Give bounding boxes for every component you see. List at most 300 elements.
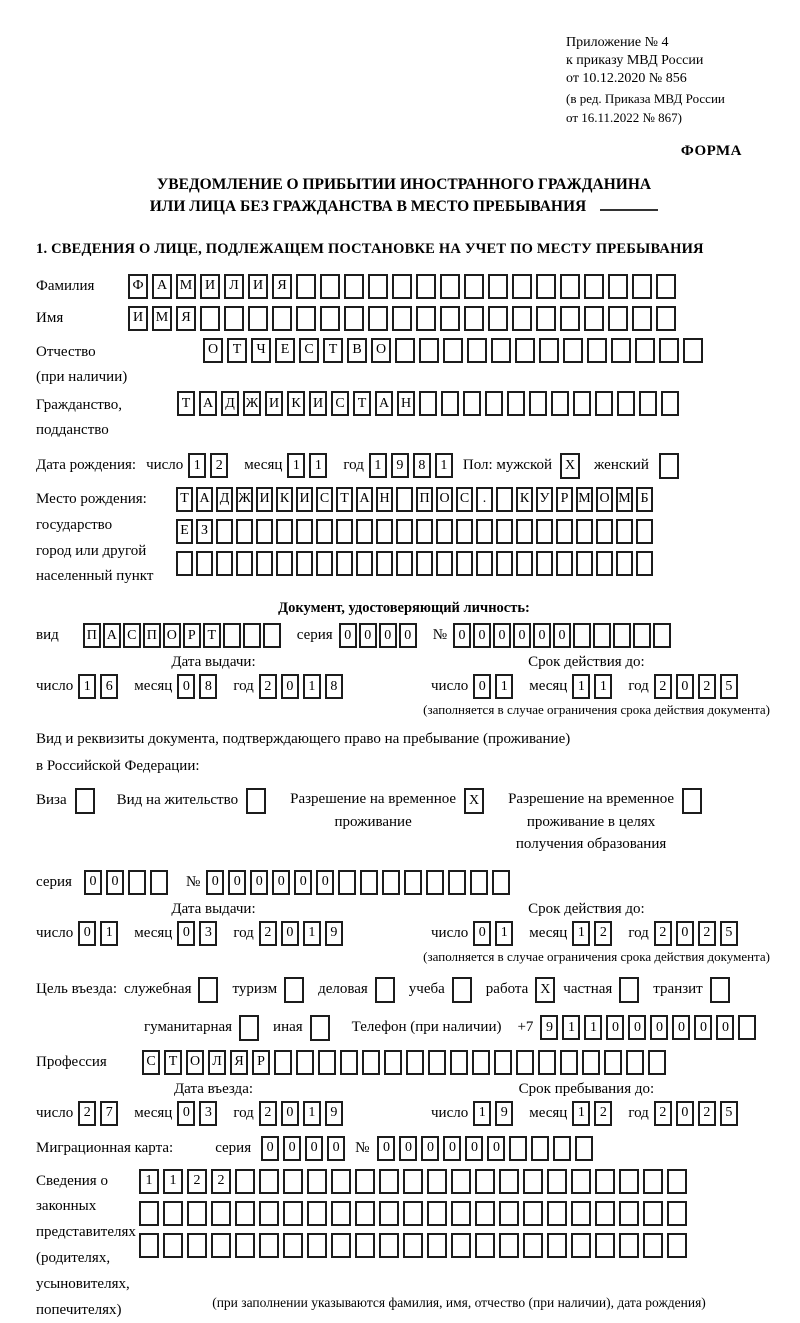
char-box[interactable]	[560, 274, 580, 299]
char-box[interactable]: Р	[183, 623, 201, 648]
char-box[interactable]: 0	[694, 1015, 712, 1040]
char-box[interactable]: 3	[199, 921, 217, 946]
char-box[interactable]	[551, 391, 569, 416]
char-box[interactable]	[494, 1050, 512, 1075]
char-box[interactable]	[573, 623, 591, 648]
char-box[interactable]	[419, 338, 439, 363]
char-box[interactable]: 9	[325, 921, 343, 946]
char-box[interactable]: У	[536, 487, 553, 512]
char-box[interactable]	[331, 1233, 351, 1258]
char-box[interactable]	[259, 1233, 279, 1258]
char-box[interactable]	[283, 1201, 303, 1226]
char-box[interactable]	[595, 1233, 615, 1258]
char-box[interactable]: 0	[493, 623, 511, 648]
char-box[interactable]: Д	[221, 391, 239, 416]
char-box[interactable]	[128, 870, 146, 895]
char-box[interactable]	[560, 1050, 578, 1075]
char-box[interactable]: 2	[698, 1101, 716, 1126]
char-box[interactable]: Т	[323, 338, 343, 363]
char-box[interactable]: И	[128, 306, 148, 331]
sex-female-checkbox[interactable]	[659, 453, 679, 479]
char-box[interactable]	[667, 1233, 687, 1258]
char-box[interactable]: Ф	[128, 274, 148, 299]
char-box[interactable]: 1	[369, 453, 387, 478]
char-box[interactable]: П	[416, 487, 433, 512]
char-box[interactable]	[200, 306, 220, 331]
char-box[interactable]	[236, 519, 253, 544]
residence-permit-checkbox[interactable]	[246, 788, 266, 814]
char-box[interactable]	[235, 1169, 255, 1194]
char-box[interactable]	[667, 1201, 687, 1226]
char-box[interactable]	[632, 306, 652, 331]
char-box[interactable]: 2	[211, 1169, 231, 1194]
char-box[interactable]	[496, 487, 513, 512]
char-box[interactable]	[556, 551, 573, 576]
char-box[interactable]: Я	[230, 1050, 248, 1075]
char-box[interactable]: 0	[316, 870, 334, 895]
char-box[interactable]: 0	[177, 1101, 195, 1126]
char-box[interactable]: 1	[473, 1101, 491, 1126]
char-box[interactable]	[331, 1169, 351, 1194]
char-box[interactable]	[216, 519, 233, 544]
char-box[interactable]	[456, 551, 473, 576]
temp-residence-education-checkbox[interactable]	[682, 788, 702, 814]
char-box[interactable]: В	[347, 338, 367, 363]
char-box[interactable]	[576, 551, 593, 576]
char-box[interactable]	[274, 1050, 292, 1075]
char-box[interactable]	[176, 551, 193, 576]
char-box[interactable]	[307, 1233, 327, 1258]
char-box[interactable]: 1	[572, 674, 590, 699]
char-box[interactable]	[515, 338, 535, 363]
char-box[interactable]: 0	[359, 623, 377, 648]
char-box[interactable]: 1	[303, 1101, 321, 1126]
char-box[interactable]	[656, 306, 676, 331]
char-box[interactable]: 2	[594, 1101, 612, 1126]
char-box[interactable]: 0	[453, 623, 471, 648]
char-box[interactable]: О	[371, 338, 391, 363]
char-box[interactable]: А	[356, 487, 373, 512]
char-box[interactable]: И	[256, 487, 273, 512]
char-box[interactable]	[440, 274, 460, 299]
char-box[interactable]: 1	[139, 1169, 159, 1194]
char-box[interactable]: 2	[210, 453, 228, 478]
char-box[interactable]	[538, 1050, 556, 1075]
char-box[interactable]	[451, 1169, 471, 1194]
char-box[interactable]: 0	[553, 623, 571, 648]
char-box[interactable]	[256, 519, 273, 544]
char-box[interactable]: М	[152, 306, 172, 331]
char-box[interactable]	[384, 1050, 402, 1075]
char-box[interactable]: 1	[594, 674, 612, 699]
char-box[interactable]	[379, 1169, 399, 1194]
char-box[interactable]	[587, 338, 607, 363]
char-box[interactable]	[575, 1136, 593, 1161]
char-box[interactable]	[632, 274, 652, 299]
char-box[interactable]: 1	[495, 921, 513, 946]
char-box[interactable]	[539, 338, 559, 363]
char-box[interactable]: Т	[336, 487, 353, 512]
char-box[interactable]	[516, 551, 533, 576]
char-box[interactable]	[440, 306, 460, 331]
char-box[interactable]: 0	[177, 921, 195, 946]
char-box[interactable]	[509, 1136, 527, 1161]
char-box[interactable]: 0	[177, 674, 195, 699]
char-box[interactable]: 1	[572, 1101, 590, 1126]
purpose-transit-checkbox[interactable]	[710, 977, 730, 1003]
purpose-private-checkbox[interactable]	[619, 977, 639, 1003]
char-box[interactable]: 2	[259, 674, 277, 699]
char-box[interactable]: О	[186, 1050, 204, 1075]
char-box[interactable]: 2	[698, 674, 716, 699]
char-box[interactable]	[448, 870, 466, 895]
char-box[interactable]: 0	[473, 921, 491, 946]
purpose-business-trip-checkbox[interactable]	[198, 977, 218, 1003]
char-box[interactable]	[243, 623, 261, 648]
char-box[interactable]	[318, 1050, 336, 1075]
char-box[interactable]	[436, 551, 453, 576]
char-box[interactable]: 1	[309, 453, 327, 478]
char-box[interactable]: И	[265, 391, 283, 416]
char-box[interactable]	[547, 1233, 567, 1258]
char-box[interactable]	[738, 1015, 756, 1040]
char-box[interactable]: 3	[199, 1101, 217, 1126]
char-box[interactable]	[626, 1050, 644, 1075]
char-box[interactable]	[536, 551, 553, 576]
char-box[interactable]: И	[309, 391, 327, 416]
char-box[interactable]	[499, 1169, 519, 1194]
char-box[interactable]	[595, 1169, 615, 1194]
char-box[interactable]	[507, 391, 525, 416]
char-box[interactable]	[560, 306, 580, 331]
char-box[interactable]	[336, 551, 353, 576]
char-box[interactable]	[392, 306, 412, 331]
char-box[interactable]	[512, 306, 532, 331]
char-box[interactable]	[307, 1169, 327, 1194]
char-box[interactable]: 1	[562, 1015, 580, 1040]
char-box[interactable]: 9	[391, 453, 409, 478]
char-box[interactable]	[163, 1201, 183, 1226]
char-box[interactable]: А	[152, 274, 172, 299]
char-box[interactable]: 5	[720, 674, 738, 699]
char-box[interactable]	[356, 519, 373, 544]
char-box[interactable]	[563, 338, 583, 363]
char-box[interactable]	[344, 306, 364, 331]
char-box[interactable]: 0	[377, 1136, 395, 1161]
char-box[interactable]	[150, 870, 168, 895]
char-box[interactable]	[595, 391, 613, 416]
char-box[interactable]	[499, 1233, 519, 1258]
char-box[interactable]	[272, 306, 292, 331]
char-box[interactable]	[516, 1050, 534, 1075]
char-box[interactable]: 0	[283, 1136, 301, 1161]
char-box[interactable]: 0	[676, 921, 694, 946]
char-box[interactable]	[443, 338, 463, 363]
char-box[interactable]	[403, 1169, 423, 1194]
char-box[interactable]	[360, 870, 378, 895]
char-box[interactable]: 0	[84, 870, 102, 895]
char-box[interactable]: 0	[676, 674, 694, 699]
char-box[interactable]	[296, 551, 313, 576]
char-box[interactable]	[659, 338, 679, 363]
char-box[interactable]	[496, 519, 513, 544]
char-box[interactable]: 7	[100, 1101, 118, 1126]
char-box[interactable]	[582, 1050, 600, 1075]
char-box[interactable]: 0	[473, 674, 491, 699]
char-box[interactable]: 0	[78, 921, 96, 946]
char-box[interactable]	[248, 306, 268, 331]
char-box[interactable]	[476, 551, 493, 576]
char-box[interactable]: 2	[187, 1169, 207, 1194]
char-box[interactable]	[667, 1169, 687, 1194]
char-box[interactable]	[496, 551, 513, 576]
char-box[interactable]: Т	[164, 1050, 182, 1075]
char-box[interactable]	[235, 1201, 255, 1226]
char-box[interactable]	[187, 1201, 207, 1226]
char-box[interactable]: 0	[487, 1136, 505, 1161]
char-box[interactable]: 5	[720, 1101, 738, 1126]
char-box[interactable]	[553, 1136, 571, 1161]
char-box[interactable]	[488, 274, 508, 299]
char-box[interactable]	[396, 519, 413, 544]
char-box[interactable]: 9	[540, 1015, 558, 1040]
char-box[interactable]: 1	[572, 921, 590, 946]
char-box[interactable]: 1	[435, 453, 453, 478]
char-box[interactable]	[472, 1050, 490, 1075]
char-box[interactable]	[406, 1050, 424, 1075]
char-box[interactable]: Е	[275, 338, 295, 363]
char-box[interactable]	[499, 1201, 519, 1226]
char-box[interactable]: 0	[281, 921, 299, 946]
char-box[interactable]	[216, 551, 233, 576]
char-box[interactable]: Т	[353, 391, 371, 416]
char-box[interactable]: Я	[176, 306, 196, 331]
char-box[interactable]	[296, 519, 313, 544]
char-box[interactable]	[379, 1233, 399, 1258]
char-box[interactable]	[616, 551, 633, 576]
char-box[interactable]	[256, 551, 273, 576]
char-box[interactable]: З	[196, 519, 213, 544]
char-box[interactable]	[392, 274, 412, 299]
char-box[interactable]	[608, 306, 628, 331]
char-box[interactable]	[512, 274, 532, 299]
char-box[interactable]	[656, 274, 676, 299]
char-box[interactable]: 0	[606, 1015, 624, 1040]
char-box[interactable]: 1	[495, 674, 513, 699]
char-box[interactable]: 0	[421, 1136, 439, 1161]
char-box[interactable]: 1	[163, 1169, 183, 1194]
char-box[interactable]	[316, 551, 333, 576]
char-box[interactable]	[427, 1233, 447, 1258]
char-box[interactable]: Л	[224, 274, 244, 299]
char-box[interactable]: 2	[654, 921, 672, 946]
char-box[interactable]	[488, 306, 508, 331]
char-box[interactable]: 1	[188, 453, 206, 478]
char-box[interactable]	[476, 519, 493, 544]
char-box[interactable]: П	[83, 623, 101, 648]
char-box[interactable]	[368, 274, 388, 299]
char-box[interactable]: 1	[584, 1015, 602, 1040]
char-box[interactable]: М	[616, 487, 633, 512]
char-box[interactable]	[187, 1233, 207, 1258]
char-box[interactable]	[259, 1201, 279, 1226]
char-box[interactable]: Ж	[243, 391, 261, 416]
char-box[interactable]	[463, 391, 481, 416]
char-box[interactable]	[320, 306, 340, 331]
char-box[interactable]: 0	[305, 1136, 323, 1161]
char-box[interactable]: 1	[78, 674, 96, 699]
char-box[interactable]: Л	[208, 1050, 226, 1075]
char-box[interactable]	[416, 274, 436, 299]
char-box[interactable]	[283, 1233, 303, 1258]
char-box[interactable]: К	[516, 487, 533, 512]
char-box[interactable]: М	[176, 274, 196, 299]
char-box[interactable]	[491, 338, 511, 363]
char-box[interactable]	[163, 1233, 183, 1258]
char-box[interactable]: 2	[594, 921, 612, 946]
char-box[interactable]: Е	[176, 519, 193, 544]
temp-residence-checkbox[interactable]: X	[464, 788, 484, 814]
char-box[interactable]	[635, 338, 655, 363]
char-box[interactable]: А	[375, 391, 393, 416]
char-box[interactable]	[536, 274, 556, 299]
char-box[interactable]	[464, 274, 484, 299]
char-box[interactable]: Ж	[236, 487, 253, 512]
char-box[interactable]: 0	[250, 870, 268, 895]
char-box[interactable]	[523, 1201, 543, 1226]
char-box[interactable]	[276, 551, 293, 576]
char-box[interactable]: 0	[281, 674, 299, 699]
char-box[interactable]	[316, 519, 333, 544]
char-box[interactable]	[643, 1201, 663, 1226]
char-box[interactable]	[196, 551, 213, 576]
char-box[interactable]	[307, 1201, 327, 1226]
char-box[interactable]: 0	[628, 1015, 646, 1040]
char-box[interactable]: О	[436, 487, 453, 512]
char-box[interactable]	[376, 551, 393, 576]
char-box[interactable]: 8	[325, 674, 343, 699]
char-box[interactable]: Ч	[251, 338, 271, 363]
char-box[interactable]: Т	[176, 487, 193, 512]
char-box[interactable]: 0	[533, 623, 551, 648]
char-box[interactable]	[379, 1201, 399, 1226]
char-box[interactable]	[456, 519, 473, 544]
char-box[interactable]	[683, 338, 703, 363]
char-box[interactable]: Н	[376, 487, 393, 512]
char-box[interactable]	[536, 519, 553, 544]
char-box[interactable]: Р	[252, 1050, 270, 1075]
char-box[interactable]	[584, 274, 604, 299]
char-box[interactable]	[451, 1201, 471, 1226]
char-box[interactable]	[403, 1233, 423, 1258]
char-box[interactable]	[571, 1169, 591, 1194]
char-box[interactable]: 2	[654, 1101, 672, 1126]
char-box[interactable]: 0	[465, 1136, 483, 1161]
char-box[interactable]: 0	[281, 1101, 299, 1126]
char-box[interactable]: 0	[443, 1136, 461, 1161]
char-box[interactable]: С	[123, 623, 141, 648]
char-box[interactable]: 5	[720, 921, 738, 946]
char-box[interactable]	[485, 391, 503, 416]
char-box[interactable]	[396, 551, 413, 576]
char-box[interactable]	[223, 623, 241, 648]
char-box[interactable]: 0	[206, 870, 224, 895]
char-box[interactable]	[547, 1201, 567, 1226]
purpose-study-checkbox[interactable]	[452, 977, 472, 1003]
char-box[interactable]: И	[200, 274, 220, 299]
char-box[interactable]: 0	[327, 1136, 345, 1161]
char-box[interactable]	[416, 306, 436, 331]
char-box[interactable]: 2	[78, 1101, 96, 1126]
char-box[interactable]: .	[476, 487, 493, 512]
char-box[interactable]	[571, 1201, 591, 1226]
char-box[interactable]	[211, 1201, 231, 1226]
char-box[interactable]	[516, 519, 533, 544]
char-box[interactable]	[296, 1050, 314, 1075]
char-box[interactable]	[475, 1233, 495, 1258]
char-box[interactable]	[355, 1169, 375, 1194]
char-box[interactable]: 0	[650, 1015, 668, 1040]
char-box[interactable]	[340, 1050, 358, 1075]
char-box[interactable]	[451, 1233, 471, 1258]
char-box[interactable]: Д	[216, 487, 233, 512]
char-box[interactable]: 0	[513, 623, 531, 648]
char-box[interactable]	[636, 519, 653, 544]
char-box[interactable]	[368, 306, 388, 331]
char-box[interactable]: 0	[716, 1015, 734, 1040]
char-box[interactable]	[636, 551, 653, 576]
char-box[interactable]: 9	[325, 1101, 343, 1126]
char-box[interactable]: М	[576, 487, 593, 512]
char-box[interactable]: 1	[303, 674, 321, 699]
char-box[interactable]	[619, 1169, 639, 1194]
char-box[interactable]	[648, 1050, 666, 1075]
char-box[interactable]: П	[143, 623, 161, 648]
char-box[interactable]	[492, 870, 510, 895]
char-box[interactable]	[362, 1050, 380, 1075]
char-box[interactable]: О	[163, 623, 181, 648]
char-box[interactable]: 0	[672, 1015, 690, 1040]
char-box[interactable]	[523, 1169, 543, 1194]
char-box[interactable]	[593, 623, 611, 648]
char-box[interactable]: С	[316, 487, 333, 512]
char-box[interactable]: 0	[379, 623, 397, 648]
char-box[interactable]: 6	[100, 674, 118, 699]
char-box[interactable]	[536, 306, 556, 331]
char-box[interactable]	[344, 274, 364, 299]
char-box[interactable]: С	[456, 487, 473, 512]
char-box[interactable]	[336, 519, 353, 544]
char-box[interactable]	[236, 551, 253, 576]
char-box[interactable]	[403, 1201, 423, 1226]
char-box[interactable]	[556, 519, 573, 544]
purpose-work-checkbox[interactable]: X	[535, 977, 555, 1003]
sex-male-checkbox[interactable]: X	[560, 453, 580, 479]
char-box[interactable]	[573, 391, 591, 416]
char-box[interactable]	[263, 623, 281, 648]
char-box[interactable]	[619, 1201, 639, 1226]
char-box[interactable]	[331, 1201, 351, 1226]
char-box[interactable]: 1	[100, 921, 118, 946]
purpose-other-checkbox[interactable]	[310, 1015, 330, 1041]
char-box[interactable]	[224, 306, 244, 331]
char-box[interactable]: Т	[227, 338, 247, 363]
char-box[interactable]	[661, 391, 679, 416]
char-box[interactable]	[531, 1136, 549, 1161]
char-box[interactable]: 0	[272, 870, 290, 895]
purpose-humanitarian-checkbox[interactable]	[239, 1015, 259, 1041]
char-box[interactable]	[576, 519, 593, 544]
